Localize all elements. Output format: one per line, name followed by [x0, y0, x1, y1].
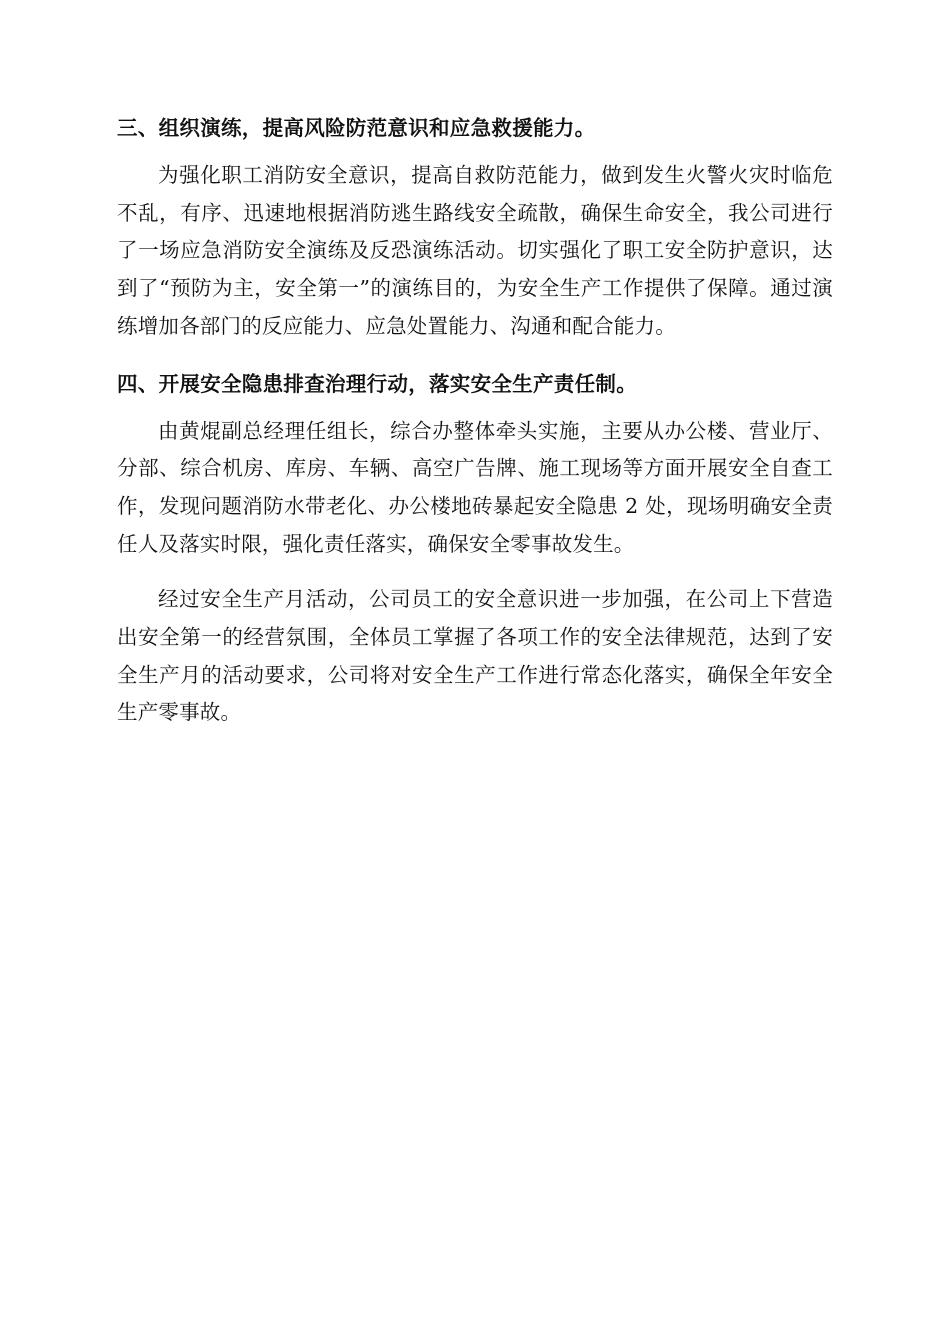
section-heading-3: 三、组织演练，提高风险防范意识和应急救援能力。 [117, 116, 596, 140]
conclusion-paragraph: 经过安全生产月活动，公司员工的安全意识进一步加强，在公司上下营造出安全第一的经营氛围，全体员工掌握了各项工作的安全法律规范，达到了安全生产月的活动要求，公司将对安全生产工作进行常态化落实，确保全年安全生产零事故。 [117, 587, 833, 725]
section-heading-4: 四、开展安全隐患排查治理行动，落实安全生产责任制。 [117, 371, 637, 396]
document-body [117, 108, 833, 732]
section-3-paragraph-1: 为强化职工消防安全意识，提高自救防范能力，做到发生火警火灾时临危不乱，有序、迅速地根据消防逃生路线安全疏散，确保生命安全，我公司进行了一场应急消防安全演练及反恐演练活动。切实强化了职工安全防护意识，达到了“预防为主，安全第一”的演练目的，为安全生产工作提供了保障。通过演练增加各部门的反应能力、应急处置能力、沟通和配合能力。 [117, 163, 833, 338]
section-4-paragraph-1: 由黄焜副总经理任组长，综合办整体牵头实施，主要从办公楼、营业厅、分部、综合机房、库房、车辆、高空广告牌、施工现场等方面开展安全自查工作，发现问题消防水带老化、办公楼地砖暴起安全隐患 2 处，现场明确安全责任人及落实时限，强化责任落实，确保安全零事故发生。 [117, 418, 833, 556]
